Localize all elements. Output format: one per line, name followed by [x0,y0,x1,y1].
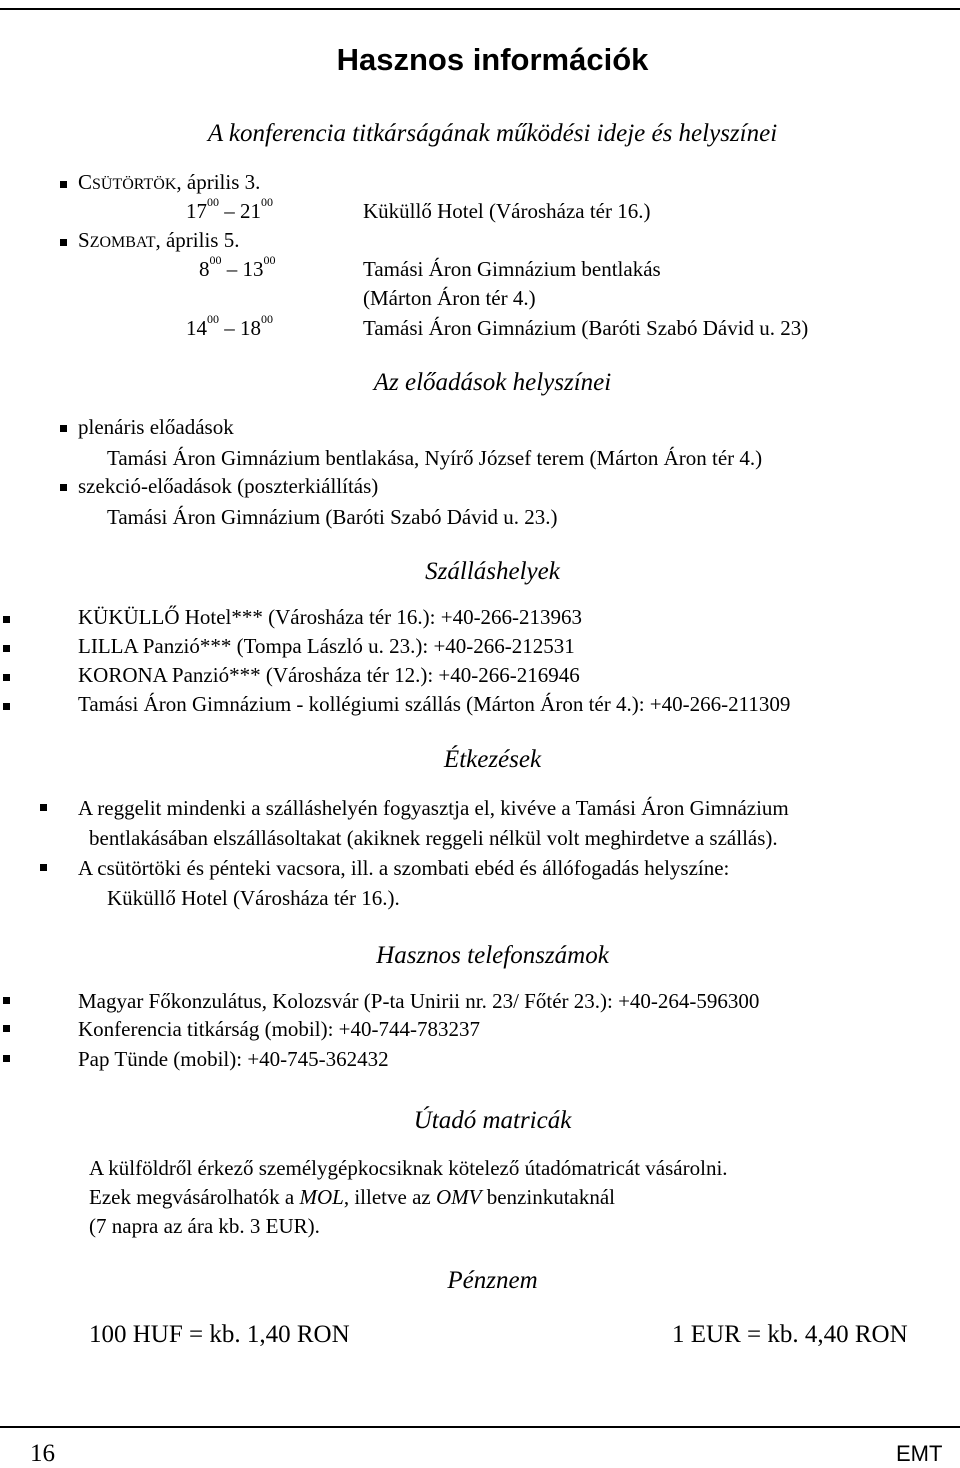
bullet-icon [60,239,67,246]
time-saturday-2: $14^{00} - 18^{00}$ [186,312,273,340]
vignette-line-3: (7 napra az ára kb. 3 EUR). [89,1214,320,1238]
place-saturday-2: Tamási Áron Gimnázium (Baróti Szabó Dávid u. 23) [363,316,809,340]
lecture-section-place: Tamási Áron Gimnázium (Baróti Szabó Dávid u. 23.) [107,505,558,529]
list-item: Konferencia titkárság (mobil): +40-744-783237 [78,1017,480,1041]
list-item: LILLA Panzió*** (Tompa László u. 23.): +40-266-212531 [78,634,575,658]
heading-vignette: Útadó matricák [413,1107,572,1134]
bullet-icon [60,484,67,491]
page-number: 16 [30,1440,55,1467]
footer-brand: EMT [896,1441,943,1466]
bottom-rule [0,1426,960,1428]
currency-eur: 1 EUR = kb. 4,40 RON [672,1321,908,1348]
page-title: Hasznos információk [336,42,649,77]
bullet-icon [3,703,10,710]
top-rule [0,8,960,10]
lecture-plenary: plenáris előadások [78,415,234,439]
currency-huf: 100 HUF = kb. 1,40 RON [89,1321,350,1348]
day-thursday: CSÜTÖRTÖK, április 3. [78,170,261,194]
time-saturday-1: $8^{00} - 13^{00}$ [199,253,276,281]
list-item: Magyar Főkonzulátus, Kolozsvár (P-ta Unirii nr. 23/ Főtér 23.): +40-264-596300 [78,989,760,1013]
place-saturday-1: Tamási Áron Gimnázium bentlakás [363,257,661,281]
bullet-icon [60,181,67,188]
bullet-icon [3,616,10,623]
bullet-icon [40,804,47,811]
bullet-icon [3,1055,10,1062]
meal-dinner: A csütörtöki és pénteki vacsora, ill. a szombati ebéd és állófogadás helyszíne: [78,856,730,880]
bullet-icon [3,1025,10,1032]
heading-secretariat: A konferencia titkárságának működési ideje és helyszínei [207,120,778,147]
vignette-line-2: Ezek megvásárolhatók a MOL, illetve az OMV benzinkutaknál [89,1185,616,1209]
bullet-icon [60,425,67,432]
bullet-icon [3,997,10,1004]
heading-lectures: Az előadások helyszínei [373,369,612,396]
time-thursday: $17^{00} - 21^{00}$ [186,195,273,223]
list-item: KÜKÜLLŐ Hotel*** (Városháza tér 16.): +40-266-213963 [78,605,583,629]
bullet-icon [3,674,10,681]
bullet-icon [3,645,10,652]
lecture-section: szekció-előadások (poszterkiállítás) [78,474,379,498]
day-saturday: SZOMBAT, április 5. [78,228,240,252]
list-item: KORONA Panzió*** (Városháza tér 12.): +40-266-216946 [78,663,580,687]
heading-currency: Pénznem [447,1267,538,1294]
meal-breakfast-cont: bentlakásában elszállásoltakat (akiknek reggeli nélkül volt meghirdetve a szállás). [89,826,778,850]
list-item: Pap Tünde (mobil): +40-745-362432 [78,1047,389,1071]
bullet-icon [40,864,47,871]
place-thursday: Küküllő Hotel (Városháza tér 16.) [363,199,651,223]
heading-meals: Étkezések [443,746,542,773]
place-saturday-1-address: (Márton Áron tér 4.) [363,286,536,310]
meal-dinner-place: Küküllő Hotel (Városháza tér 16.). [107,886,400,910]
heading-accommodation: Szálláshelyek [425,558,560,585]
list-item: Tamási Áron Gimnázium - kollégiumi szállás (Márton Áron tér 4.): +40-266-211309 [78,692,791,716]
heading-phones: Hasznos telefonszámok [376,942,609,969]
lecture-plenary-place: Tamási Áron Gimnázium bentlakása, Nyírő József terem (Márton Áron tér 4.) [107,446,763,470]
vignette-line-1: A külföldről érkező személygépkocsiknak kötelező útadómatricát vásárolni. [89,1156,728,1180]
meal-breakfast: A reggelit mindenki a szálláshelyén fogyasztja el, kivéve a Tamási Áron Gimnázium [78,796,789,820]
